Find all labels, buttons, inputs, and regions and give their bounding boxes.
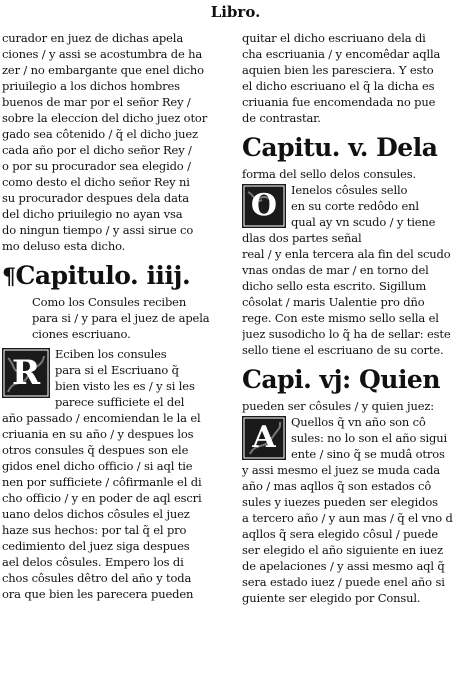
chapter-5-body [242, 246, 468, 358]
text-line: qual ay vn scudo / y tiene [291, 215, 436, 229]
text-line: côsolat / maris Ualentie pro dño [242, 295, 425, 309]
text-line: o por su procurador sea elegido / [2, 159, 191, 173]
initial-letter: O [250, 188, 278, 223]
text-line: a tercero año / y aun mas / q̃ el vno d [242, 511, 453, 525]
text-line: cedimiento del juez siga despues [2, 539, 190, 553]
text-line: haze sus hechos: por tal q̃ el pro [2, 523, 187, 537]
right-column [242, 30, 468, 606]
text-line: ora que bien les parecera pueden [2, 587, 194, 601]
initial-letter: R [11, 353, 41, 393]
text-line: aquien bien les paresciera. Y esto [242, 63, 434, 77]
text-line: para si el Escriuano q̃ [55, 363, 179, 377]
text-line: uano delos dichos côsules el juez [2, 507, 190, 521]
text-line: su procurador despues dela data [2, 191, 189, 205]
text-line: guiente ser elegido por Consul. [242, 591, 421, 605]
text-line: parece sufficiete el del [55, 395, 185, 409]
text-line: dlas dos partes señal [242, 231, 362, 245]
text-line: chos côsules dêtro del año y toda [2, 571, 192, 585]
text-line: dicho sello esta escrito. Sigillum [242, 279, 427, 293]
right-paragraph-1 [242, 30, 468, 126]
text-line: y assi mesmo el juez se muda cada [242, 463, 440, 477]
text-line: bien visto les es / y si les [55, 379, 195, 393]
text-line: rege. Con este mismo sello sella el [242, 311, 439, 325]
text-line: vnas ondas de mar / en torno del [242, 263, 429, 277]
text-line: criuania fue encomendada no pue [242, 95, 436, 109]
chapter-6-body [242, 462, 468, 606]
chapter-4-summary [2, 294, 230, 342]
text-line: ser elegido el año siguiente en iuez [242, 543, 443, 557]
chapter-5-title: Capitu. v. Dela [242, 133, 438, 162]
text-line: cha escriuania / y encomêdar aqlla [242, 47, 441, 61]
decorated-initial-r-icon [2, 348, 50, 398]
text-line: priuilegio a los dichos hombres [2, 79, 180, 93]
chapter-4-body [2, 410, 230, 602]
text-line: sobre la eleccion del dicho juez otor [2, 111, 208, 125]
chapter-4-opening [2, 346, 230, 410]
text-line: ente / sino q̃ se mudâ otros [291, 447, 445, 461]
text-line: cada año por el dicho señor Rey / [2, 143, 192, 157]
chapter-6-title: Capi. vj: Quien [242, 365, 441, 394]
text-line: criuania en su año / y despues los [2, 427, 194, 441]
text-line: zer / no embargante que enel dicho [2, 63, 204, 77]
text-line: cho officio / y en poder de aql escri [2, 491, 202, 505]
left-column [2, 30, 230, 602]
text-line: do ningun tiempo / y assi sirue co [2, 223, 194, 237]
text-line: gidos enel dicho officio / si aql tie [2, 459, 193, 473]
initial-letter: A [252, 420, 276, 455]
text-line: de apelaciones / y assi mesmo aql q̃ [242, 559, 445, 573]
text-line: Eciben los consules [55, 347, 167, 361]
text-line: de contrastar. [242, 111, 321, 125]
text-line: ciones escriuano. [32, 327, 131, 341]
decorated-initial-o-icon [242, 184, 286, 228]
chapter-5-opening [242, 182, 468, 246]
text-line: gado sea côtenido / q̃ el dicho juez [2, 127, 198, 141]
chapter-4-title-text: Capitulo. iiij. [15, 261, 191, 290]
text-line: como desto el dicho señor Rey ni [2, 175, 190, 189]
text-line: año passado / encomiendan le la el [2, 411, 201, 425]
chapter-4-title [2, 260, 230, 294]
text-line: ael delos côsules. Empero los di [2, 555, 184, 569]
chapter-5-subtitle: forma del sello delos consules. [242, 167, 417, 181]
text-line: buenos de mar por el señor Rey / [2, 95, 191, 109]
left-paragraph-1 [2, 30, 230, 254]
pilcrow-icon: ¶ [2, 264, 16, 290]
text-line: sera estado iuez / puede enel año si [242, 575, 445, 589]
running-header: Libro. [210, 3, 261, 21]
text-line: curador en juez de dichas apela [2, 31, 184, 45]
text-line: mo deluso esta dicho. [2, 239, 126, 253]
text-line: juez susodicho lo q̃ ha de sellar: este [242, 327, 451, 341]
text-line: año / mas aqllos q̃ son estados cô [242, 479, 432, 493]
text-line: real / y enla tercera ala fin del scudo [242, 247, 451, 261]
chapter-6-opening [242, 414, 468, 462]
text-line: nen por sufficiete / côfirmanle el di [2, 475, 202, 489]
text-line: sules y iuezes pueden ser elegidos [242, 495, 438, 509]
text-line: Ienelos côsules sello [291, 183, 408, 197]
text-line: Como los Consules reciben [32, 295, 187, 309]
text-line: sules: no lo son el año sigui [291, 431, 448, 445]
text-line: del dicho priuilegio no ayan vsa [2, 207, 183, 221]
text-line: para si / y para el juez de apela [32, 311, 210, 325]
text-line: Quellos q̃ vn año son cô [291, 415, 426, 429]
text-line: en su corte redôdo enl [291, 199, 419, 213]
text-line: aqllos q̃ sera elegido côsul / puede [242, 527, 439, 541]
chapter-6-subtitle: pueden ser côsules / y quien juez: [242, 399, 434, 413]
text-line: sello tiene el escriuano de su corte. [242, 343, 444, 357]
text-line: el dicho escriuano el q̃ la dicha es [242, 79, 435, 93]
text-line: quitar el dicho escriuano dela di [242, 31, 426, 45]
text-line: ciones / y assi se acostumbra de ha [2, 47, 203, 61]
text-line: otros consules q̃ despues son ele [2, 443, 189, 457]
decorated-initial-a-icon [242, 416, 286, 460]
